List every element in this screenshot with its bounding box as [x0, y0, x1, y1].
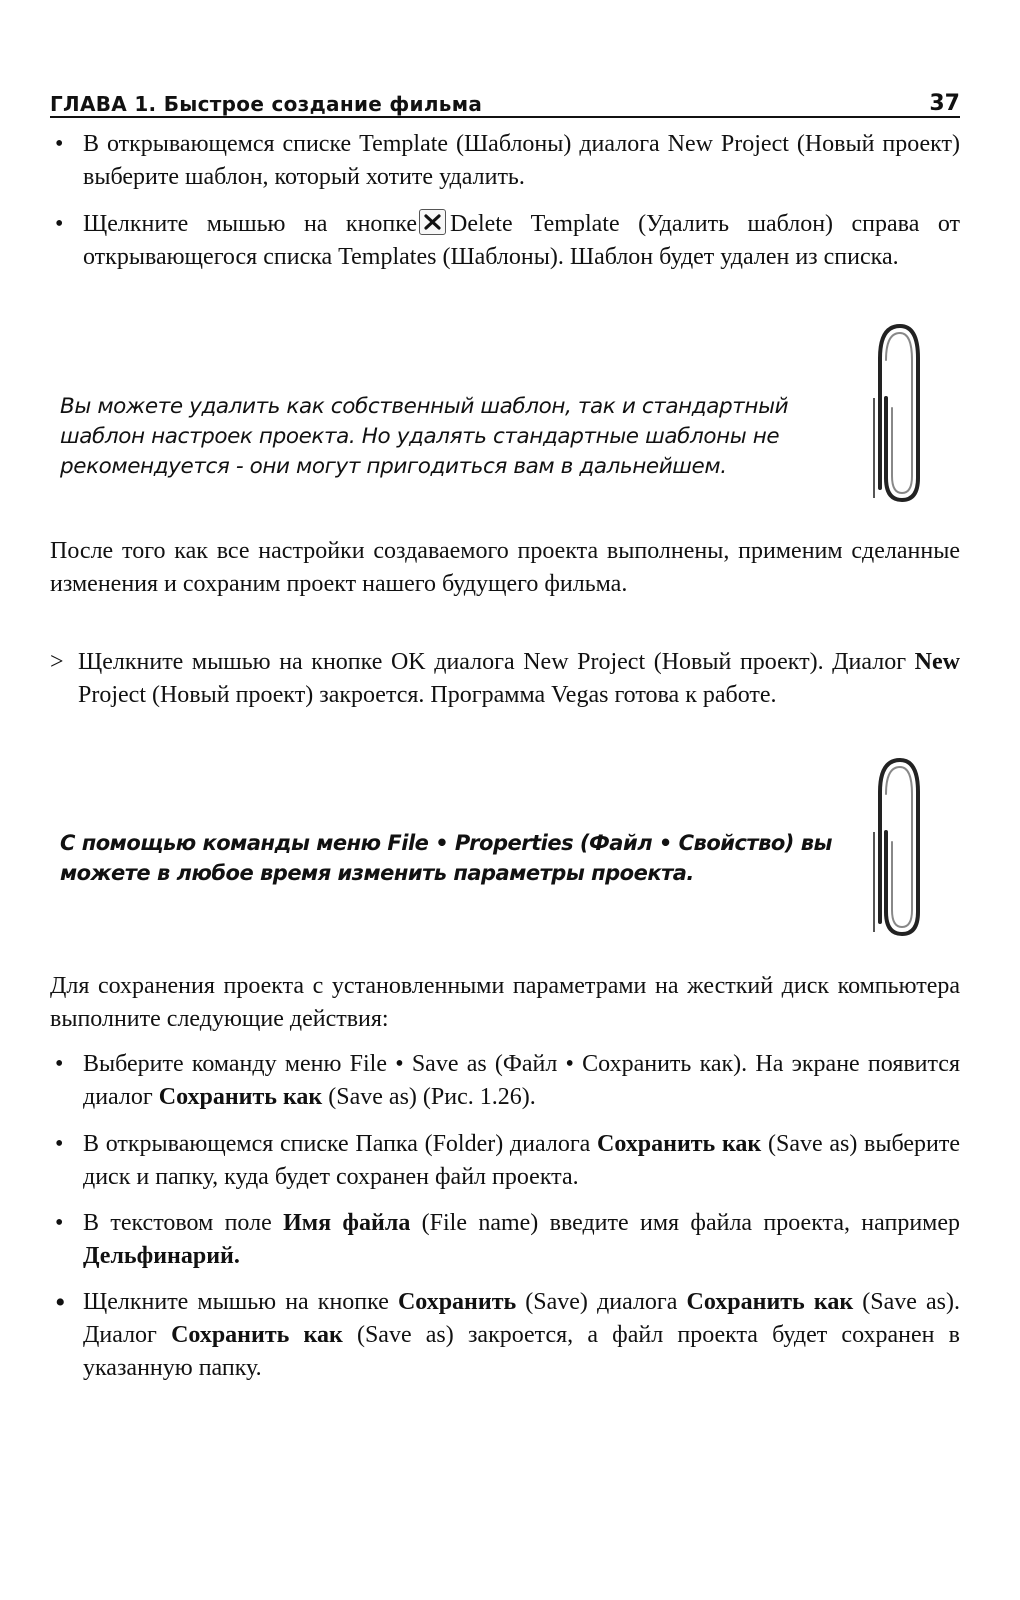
- text-run: (Save as). Диалог: [83, 1289, 960, 1348]
- note-text: Вы можете удалить как собственный шаблон, так и стандартный шаблон настроек проекта. Но удалять стандартные шаблоны не рекомендуется - они могут пригодиться вам в дальнейшем.: [60, 394, 789, 479]
- page-number: 37: [929, 91, 960, 116]
- list-item: [50, 646, 960, 712]
- bullet-marker: •: [55, 1131, 64, 1157]
- note-text: С помощью команды меню File • Properties (Файл • Свойство) вы можете в любое время изменить параметры проекта.: [60, 831, 832, 885]
- bullet-marker: •: [55, 1210, 64, 1236]
- bold-text: Сохранить как: [686, 1289, 854, 1315]
- page-header: [50, 86, 960, 118]
- list-item-text: [83, 1048, 960, 1114]
- bold-text: Дельфинарий.: [83, 1243, 240, 1269]
- list-item: [55, 1207, 960, 1273]
- bullet-marker: •: [55, 1051, 64, 1077]
- list-item-text: [83, 1128, 960, 1194]
- delete-x-icon: [419, 209, 446, 235]
- text-run: Щелкните мышью на кнопке OK диалога New Project (Новый проект). Диалог: [78, 649, 915, 675]
- bullet-marker: •: [55, 131, 64, 157]
- text-run: (Save as) (Рис. 1.26).: [322, 1084, 536, 1110]
- text-run: В текстовом поле: [83, 1210, 284, 1236]
- text-run: Щелкните мышью на кнопке: [83, 211, 417, 237]
- bold-text: Имя файла: [283, 1210, 411, 1236]
- text-run: (File name) введите имя файла проекта, например: [410, 1210, 961, 1236]
- paragraph: Для сохранения проекта с установленными параметрами на жесткий диск компьютера выполните следующие действия:: [50, 973, 960, 1032]
- list-item: [55, 1286, 960, 1385]
- list-item: [55, 1128, 960, 1194]
- list-item: [55, 1048, 960, 1114]
- step-marker: >: [50, 649, 64, 675]
- chapter-title: ГЛАВА 1. Быстрое создание фильма: [50, 92, 483, 116]
- bold-text: New: [914, 649, 960, 675]
- paragraph: После того как все настройки создаваемого проекта выполнены, применим сделанные изменения и сохраним проект нашего будущего фильма.: [50, 538, 960, 597]
- bold-text: Сохранить как: [597, 1131, 762, 1157]
- list-item-text: [78, 646, 960, 712]
- bullet-marker: •: [55, 211, 64, 237]
- text-run: В открывающемся списке Папка (Folder) диалога: [83, 1131, 598, 1157]
- bold-text: Сохранить как: [158, 1084, 323, 1110]
- bold-text: Сохранить: [397, 1289, 517, 1315]
- text-run: Щелкните мышью на кнопке: [83, 1289, 398, 1315]
- text-run: Delete Template (Удалить шаблон) справа от открывающегося списка Templates (Шаблоны). Шаблон будет удален из списка.: [83, 211, 960, 270]
- list-item: [55, 208, 960, 274]
- list-item-text: [83, 1286, 960, 1385]
- list-item: [55, 128, 960, 194]
- bold-text: Сохранить как: [171, 1322, 343, 1348]
- list-item-text: [83, 208, 960, 274]
- bullet-marker: •: [55, 1286, 66, 1319]
- list-item-text: В открывающемся списке Template (Шаблоны) диалога New Project (Новый проект) выберите шаблон, который хотите удалить.: [83, 131, 960, 190]
- text-run: (Save as) закроется, а файл проекта будет сохранен в указанную папку.: [83, 1322, 960, 1381]
- paperclip-icon: [866, 318, 934, 508]
- text-run: (Save as) выберите диск и папку, куда будет сохранен файл проекта.: [83, 1131, 961, 1190]
- paperclip-icon: [866, 752, 934, 942]
- text-run: (Save) диалога: [516, 1289, 687, 1315]
- list-item-text: [83, 1207, 960, 1273]
- text-run: Выберите команду меню File • Save as (Файл • Сохранить как). На экране появится диалог: [83, 1051, 960, 1110]
- text-run: Project (Новый проект) закроется. Программа Vegas готова к работе.: [78, 682, 777, 708]
